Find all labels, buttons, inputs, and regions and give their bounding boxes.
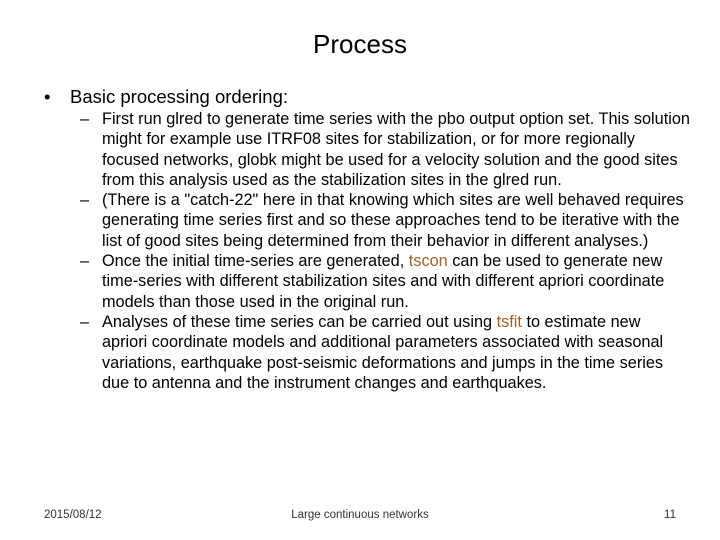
slide-title: Process bbox=[313, 29, 407, 59]
sub-bullet-text: First run glred to generate time series with the pbo output option set. This solution might for example use ITRF08 sites for stabilization, or for more regionally focused networks, globk might be used for a velocity solution and the good sites from this analysis used as the stabilization sites in the glred run. bbox=[102, 110, 690, 189]
sub-bullet-text: (There is a "catch-22" here in that knowing which sites are well behaved requires generating time series first and so these approaches tend to be iterative with the list of good sites being determined from their behavior in different analyses.) bbox=[102, 191, 684, 250]
sub-bullet-text-after: to estimate new apriori coordinate models and additional parameters associated with seasonal variations, earthquake post-seismic deformations and jumps in the time series due to antenna and the instrument changes and earthquakes. bbox=[102, 312, 664, 392]
sub-bullet-item bbox=[80, 312, 690, 393]
dash-marker: – bbox=[80, 191, 90, 210]
sub-bullet-list bbox=[80, 109, 690, 393]
command-name-tsfit: tsfit bbox=[496, 312, 522, 331]
dash-marker: – bbox=[80, 312, 90, 331]
bullet-marker: • bbox=[44, 86, 51, 107]
footer-title: Large continuous networks bbox=[291, 509, 429, 521]
sub-bullet-text-before: Analyses of these time series can be carried out using bbox=[102, 312, 497, 331]
dash-marker: – bbox=[80, 252, 90, 271]
command-name-tscon: tscon bbox=[408, 252, 448, 271]
sub-bullet-text-before: Once the initial time-series are generated, bbox=[102, 252, 409, 271]
sub-bullet-item bbox=[80, 109, 690, 190]
page-number: 11 bbox=[664, 509, 676, 521]
footer-date: 2015/08/12 bbox=[44, 509, 102, 521]
dash-marker: – bbox=[80, 110, 90, 128]
sub-bullet-item bbox=[80, 251, 690, 312]
bullet-text: Basic processing ordering: bbox=[70, 86, 288, 107]
sub-bullet-item bbox=[80, 190, 690, 251]
sub-bullet-text-after: can be used to generate new time-series with different stabilization sites and with different apriori coordinate models than those used in the original run. bbox=[102, 252, 665, 311]
